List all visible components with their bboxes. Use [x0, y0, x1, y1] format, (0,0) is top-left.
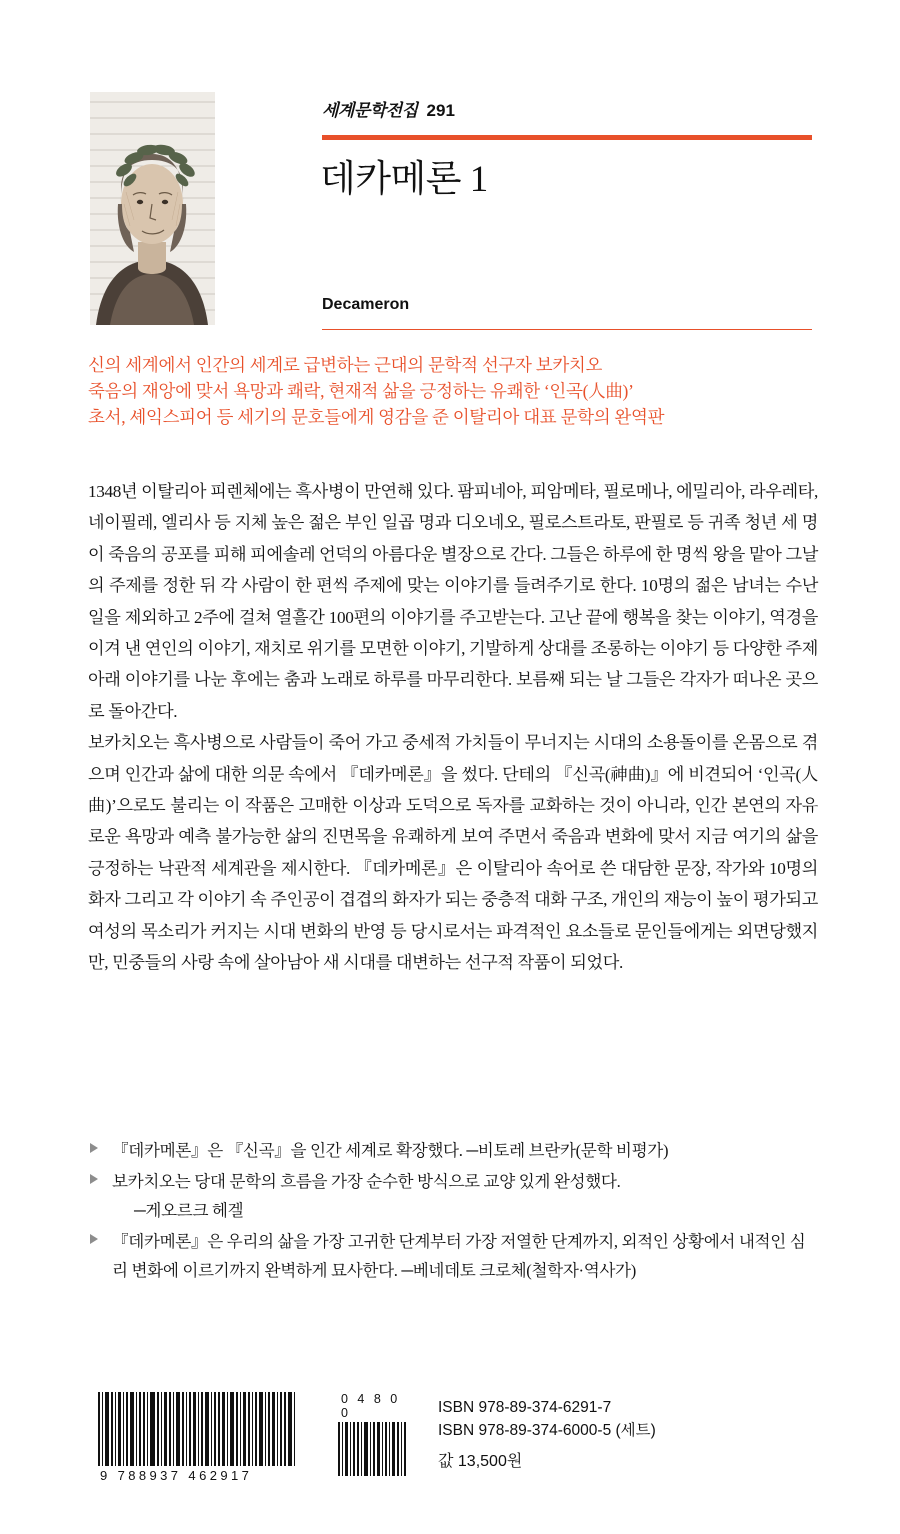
tagline-line-1: 신의 세계에서 인간의 세계로 급변하는 근대의 문학적 선구자 보카치오: [88, 355, 603, 375]
list-item: [88, 1227, 818, 1285]
isbn-set: ISBN 978-89-374-6000-5 (세트): [438, 1422, 656, 1439]
synopsis-paragraph-1: 1348년 이탈리아 피렌체에는 흑사병이 만연해 있다. 팜피네아, 피암메타, 필로메나, 에밀리아, 라우레타, 네이필레, 엘리사 등 지체 높은 젊은 부인 일곱 명과 디오네오, 필로스트라토, 판필로 등 귀족 청년 세 명이 죽음의 공포를 피해 피에솔레 언덕의 아름다운 별장으로 간다. 그들은 하루에 한 명씩 왕을 맡아 그날의 주제를 정한 뒤 각 사람이 한 편씩 주제에 맞는 이야기를 들려주기로 한다. 10명의 젊은 남녀는 수난일을 제외하고 2주에 걸쳐 열흘간 100편의 이야기를 주고받는다. 고난 끝에 행복을 찾는 이야기, 역경을 이겨 낸 연인의 이야기, 재치로 위기를 모면한 이야기, 기발하게 상대를 조롱하는 이야기 등 다양한 주제 아래 이야기를 나눈 후에는 춤과 노래로 하루를 마무리한다. 보름째 되는 날 그들은 각자가 떠나온 곳으로 돌아간다.: [88, 482, 819, 721]
blurb-text: 『데카메론』은 우리의 삶을 가장 고귀한 단계부터 가장 저열한 단계까지, 외적인 상황에서 내적인 심리 변화에 이르기까지 완벽하게 묘사한다. ─베네데토 크로체(철학자·역사가): [112, 1232, 806, 1280]
tagline-line-2: 죽음의 재앙에 맞서 욕망과 쾌락, 현재적 삶을 긍정하는 유쾌한 ‘인곡(人曲)’: [88, 381, 634, 401]
cover-header: [90, 92, 812, 340]
isbn-primary: ISBN 978-89-374-6291-7: [438, 1399, 612, 1416]
triangle-bullet-icon: [90, 1234, 98, 1244]
price: 값 13,500원: [438, 1453, 523, 1470]
triangle-bullet-icon: [90, 1174, 98, 1184]
blurb-text: 보카치오는 당대 문학의 흐름을 가장 순수한 방식으로 교양 있게 완성했다.: [112, 1172, 621, 1191]
addon-digits: 0 4 8 0 0: [341, 1392, 401, 1420]
synopsis-paragraph-2: 보카치오는 흑사병으로 사람들이 죽어 가고 중세적 가치들이 무너지는 시대의 소용돌이를 온몸으로 겪으며 인간과 삶에 대한 의문 속에서 『데카메론』을 썼다. 단테의 『신곡(神曲)』에 비견되어 ‘인곡(人曲)’으로도 불리는 이 작품은 고매한 이상과 도덕으로 독자를 교화하는 것이 아니라, 인간 본연의 자유로운 욕망과 예측 불가능한 삶의 진면목을 유쾌하게 보여 주면서 죽음과 변화에 맞서 지금 여기의 삶을 긍정하는 낙관적 세계관을 제시한다. 『데카메론』은 이탈리아 속어로 쓴 대담한 문장, 작가와 10명의 화자 그리고 각 이야기 속 주인공이 겹겹의 화자가 되는 중층적 대화 구조, 개인의 재능이 높이 평가되고 여성의 목소리가 커지는 시대 변화의 반영 등 당시로서는 파격적인 요소들로 문인들에게는 외면당했지만, 민중들의 사랑 속에 살아남아 새 시대를 대변하는 선구적 작품이 되었다.: [88, 733, 818, 973]
tagline-line-3: 초서, 셰익스피어 등 세기의 문호들에게 영감을 준 이탈리아 대표 문학의 완역판: [88, 407, 665, 427]
author-portrait: [90, 92, 215, 325]
series-name: 세계문학전집: [322, 101, 418, 120]
original-title: Decameron: [322, 296, 410, 313]
addon-bars: [338, 1422, 416, 1476]
triangle-bullet-icon: [90, 1143, 98, 1153]
barcode-digits: 9 788937 462917: [100, 1468, 253, 1483]
orange-divider-thin: [322, 329, 812, 330]
series-line: [322, 96, 812, 121]
list-item: [88, 1136, 818, 1165]
series-number: 291: [426, 101, 455, 120]
barcode-addon: [338, 1392, 416, 1476]
list-item: [88, 1167, 818, 1225]
blurb-attribution: ─게오르크 헤겔: [134, 1201, 244, 1220]
tagline-block: [88, 352, 818, 430]
barcode: [98, 1392, 330, 1483]
portrait-engraving: [90, 92, 215, 325]
isbn-block: [438, 1396, 656, 1473]
synopsis-block: [88, 476, 818, 979]
blurb-list: [88, 1136, 818, 1287]
footer-barcode-area: [70, 1392, 830, 1502]
barcode-bars: [98, 1392, 330, 1466]
orange-divider-thick: [322, 135, 812, 140]
blurb-text: 『데카메론』은 『신곡』을 인간 세계로 확장했다. ─비토레 브란카(문학 비평가): [112, 1141, 669, 1160]
page-title: 데카메론 1: [320, 159, 488, 200]
